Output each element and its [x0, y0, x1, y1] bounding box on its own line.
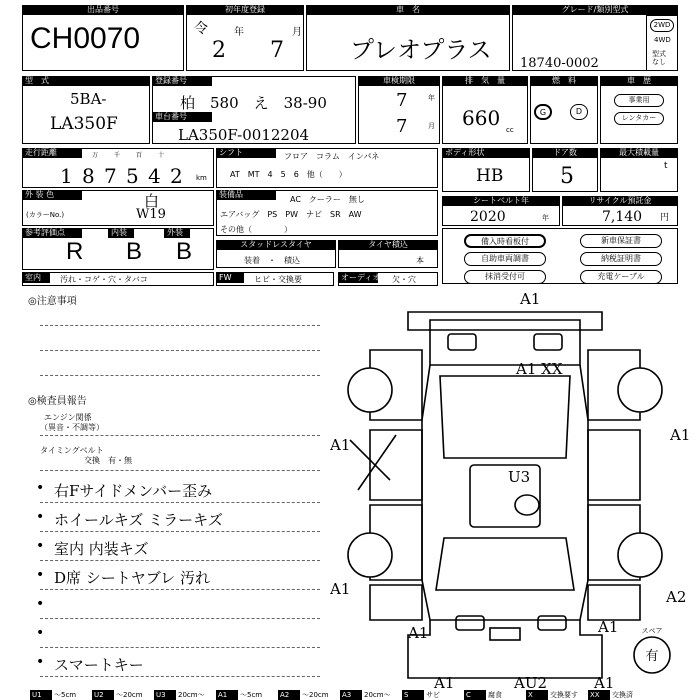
- displacement-value: 660: [462, 106, 501, 130]
- drive-4wd: 4WD: [654, 36, 671, 44]
- first-reg-month: 7: [270, 38, 284, 63]
- damage-mark: A1: [434, 674, 455, 690]
- history-rental: レンタカー: [614, 112, 664, 125]
- tire-label: タイヤ積込: [338, 240, 438, 250]
- remark-text: スマートキー: [54, 656, 144, 674]
- reg-label: 登録番号: [152, 76, 212, 86]
- model-label: 型 式: [22, 76, 150, 86]
- score-label: 参考評価点: [22, 228, 82, 238]
- history-business: 事業用: [614, 94, 664, 107]
- damage-scribble: [350, 435, 396, 490]
- cabin-shape: [422, 365, 588, 620]
- mileage-digit: 4: [148, 164, 161, 188]
- damage-mark: A1 XX: [516, 360, 563, 378]
- grade-label: グレード/類別型式: [512, 5, 678, 15]
- doors-label: ドア数: [532, 148, 598, 158]
- plate-shape: [490, 628, 520, 640]
- damage-diagram: [330, 290, 690, 690]
- fuel-label: 燃 料: [530, 76, 598, 86]
- remark-line: [40, 502, 320, 503]
- option-oval: 納税証明書: [580, 252, 662, 266]
- damage-mark: A1: [408, 624, 429, 642]
- legend-desc: ～20cm: [302, 691, 329, 699]
- fw-row-label: FW: [216, 273, 244, 283]
- mileage-digit: 1: [60, 164, 73, 188]
- first-reg-era: 令: [194, 21, 208, 37]
- right-door-front-shape: [588, 430, 640, 500]
- notes-line-3: [40, 375, 320, 376]
- drive-2wd: 2WD: [650, 19, 674, 32]
- left-door-front-shape: [370, 430, 422, 500]
- left-rear-fender-shape: [370, 585, 422, 620]
- legend-code: U1: [30, 690, 52, 700]
- damage-mark: A1: [330, 580, 351, 598]
- remark-bullet: •: [36, 625, 45, 641]
- audio-row-label: オーディオ: [338, 273, 378, 283]
- front-grille-right-shape: [534, 334, 562, 350]
- mileage-unit-mark: 十: [158, 152, 165, 159]
- inspection-year-unit: 年: [428, 94, 435, 102]
- option-oval: 新車保証書: [580, 234, 662, 248]
- legend-desc: 20cm～: [178, 691, 205, 699]
- remark-text: 室内 内装キズ: [54, 540, 149, 558]
- tail-light-right-shape: [538, 616, 566, 630]
- lot-number: CH0070: [30, 22, 141, 55]
- inspection-month-unit: 月: [428, 122, 435, 130]
- shift-label: シフト: [216, 148, 276, 158]
- remark-bullet: •: [36, 596, 45, 612]
- mileage-unit-mark: 百: [136, 152, 143, 159]
- tail-light-left-shape: [456, 616, 484, 630]
- tire-opt: 本: [416, 256, 424, 265]
- legend-code: C: [464, 690, 486, 700]
- recycle-label: リサイクル預託金: [562, 196, 678, 206]
- chassis-number: LA350F-0012204: [178, 126, 310, 144]
- wheel-front-left: [348, 368, 392, 412]
- inspection-label: 車検期限: [358, 76, 440, 86]
- inspection-month: 7: [396, 116, 408, 137]
- chassis-label: 車台番号: [152, 112, 212, 122]
- remark-bullet: •: [36, 538, 45, 554]
- first-reg-month-unit: 月: [292, 27, 302, 38]
- damage-circle: [515, 495, 539, 515]
- fuel-g: G: [534, 104, 552, 120]
- equipment-row1: AC クーラー 無し: [290, 195, 365, 204]
- first-reg-label: 初年度登録: [186, 5, 304, 15]
- legend-desc: ～5cm: [240, 691, 263, 699]
- shift-options: フロア コラム インパネ: [284, 152, 380, 161]
- mileage-unit: km: [196, 174, 207, 182]
- history-label: 車 歴: [600, 76, 678, 86]
- legend-code: U2: [92, 690, 114, 700]
- belt-unit: 年: [542, 214, 549, 222]
- remark-bullet: •: [36, 567, 45, 583]
- damage-mark: A2: [666, 588, 687, 606]
- damage-mark: AU2: [514, 674, 548, 690]
- legend-code: X: [526, 690, 548, 700]
- recycle-value: 7,140: [602, 209, 643, 225]
- notes-line-2: [40, 350, 320, 351]
- equipment-row3: その他（ ）: [220, 225, 292, 234]
- interior-row-label: 室内: [22, 273, 50, 283]
- belt-label: シートベルト年: [442, 196, 560, 206]
- studless-label: スタッドレスタイヤ: [216, 240, 336, 250]
- body-label: ボディ形状: [442, 148, 530, 158]
- studless-opts: 装着 ・ 積込: [244, 256, 300, 265]
- inspector-label: ◎検査員報告: [28, 396, 87, 407]
- car-name-label: 車 名: [306, 5, 510, 15]
- wheel-rear-right: [618, 533, 662, 577]
- legend-desc: 20cm～: [364, 691, 391, 699]
- remark-bullet: •: [36, 480, 45, 496]
- model-line2: LA350F: [50, 114, 118, 134]
- damage-mark: A1: [330, 436, 351, 454]
- score-interior: B: [126, 238, 143, 265]
- color-code-label: (カラーNo.): [26, 211, 65, 219]
- front-grille-shape: [448, 334, 476, 350]
- wheel-rear-left: [348, 533, 392, 577]
- lot-label: 出品番号: [22, 5, 184, 15]
- first-reg-year: 2: [212, 38, 226, 63]
- capacity-unit: t: [664, 161, 668, 171]
- color-value: 白: [144, 192, 160, 210]
- rear-window-shape: [436, 538, 574, 590]
- engine-label: エンジン関係: [44, 413, 92, 422]
- mileage-digit: 5: [126, 164, 139, 188]
- engine-sub: （異音・不調等）: [40, 423, 104, 432]
- first-reg-year-unit: 年: [234, 27, 244, 38]
- timing-label: タイミングベルト: [40, 446, 104, 455]
- damage-mark: A1: [594, 674, 615, 690]
- remark-text: ホイールキズ ミラーキズ: [54, 511, 223, 529]
- remark-line: [40, 560, 320, 561]
- drive-none: 型式なし: [652, 50, 666, 66]
- shift-options2: AT MT 4 5 6 他（ ）: [230, 170, 347, 179]
- wheel-front-right: [618, 368, 662, 412]
- legend-code: XX: [588, 690, 610, 700]
- legend-code: A2: [278, 690, 300, 700]
- engine-line: [40, 435, 320, 436]
- fuel-d: D: [570, 104, 588, 120]
- mileage-unit-mark: 千: [114, 152, 121, 159]
- spare-label: スペア: [641, 627, 663, 635]
- displacement-unit: cc: [506, 126, 514, 134]
- spare-value: 有: [645, 649, 659, 664]
- option-oval: 抹消受付可: [464, 270, 546, 284]
- remark-text: D席 シートヤブレ 汚れ: [54, 569, 210, 587]
- model-line1: 5BA-: [70, 90, 107, 108]
- score-exterior: B: [176, 238, 193, 265]
- mileage-digit: 2: [170, 164, 183, 188]
- mileage-label: 走行距離: [22, 148, 82, 158]
- legend-code: A3: [340, 690, 362, 700]
- score-exterior-label: 外装: [164, 228, 190, 238]
- option-oval: 自助車両調書: [464, 252, 546, 266]
- doors-value: 5: [560, 164, 574, 189]
- mileage-digit: 7: [104, 164, 117, 188]
- damage-mark: A1: [670, 426, 690, 444]
- legend-code: S: [402, 690, 424, 700]
- fw-row-text: ヒビ・交換要: [254, 275, 302, 284]
- timing-line: [40, 470, 320, 471]
- remark-bullet: •: [36, 654, 45, 670]
- reg-number: 柏 580 え 38-90: [180, 94, 327, 112]
- belt-value: 2020: [470, 209, 506, 225]
- displacement-label: 排 気 量: [442, 76, 528, 86]
- capacity-label: 最大積載量: [600, 148, 678, 158]
- legend-code: A1: [216, 690, 238, 700]
- score-interior-label: 内装: [108, 228, 134, 238]
- car-name: プレオプラス: [350, 36, 492, 64]
- equipment-row2: エアバッグ PS PW ナビ SR AW: [220, 210, 362, 219]
- notes-line-1: [40, 325, 320, 326]
- damage-mark: U3: [508, 468, 531, 486]
- windshield-shape: [440, 376, 570, 458]
- history-box: [600, 76, 678, 144]
- legend-code: U3: [154, 690, 176, 700]
- right-rear-fender-shape: [588, 585, 640, 620]
- remark-text: 右Fサイドメンバー歪み: [54, 482, 213, 500]
- timing-opts: 交換 有・無: [84, 456, 132, 465]
- legend-desc: 腐食: [488, 691, 502, 699]
- notes-label: ◎注意事項: [28, 296, 77, 307]
- mileage-digit: 8: [82, 164, 95, 188]
- interior-row-text: 汚れ・コゲ・穴・タバコ: [60, 275, 148, 284]
- legend-desc: ～5cm: [54, 691, 77, 699]
- recycle-unit: 円: [660, 213, 670, 223]
- remark-line: [40, 676, 320, 677]
- remark-line: [40, 618, 320, 619]
- option-oval: 備入時看板付: [464, 234, 546, 248]
- remark-line: [40, 589, 320, 590]
- legend-desc: ～20cm: [116, 691, 143, 699]
- remark-line: [40, 531, 320, 532]
- color-code: W19: [136, 207, 166, 222]
- audio-row-text: 欠・穴: [392, 275, 416, 284]
- legend-desc: 交換要す: [550, 691, 578, 699]
- color-label: 外 装 色: [22, 190, 82, 200]
- option-oval: 充電ケーブル: [580, 270, 662, 284]
- damage-mark: A1: [520, 290, 541, 308]
- equipment-label: 装備品: [216, 190, 276, 200]
- front-bumper-shape: [408, 312, 602, 330]
- grade-value: 18740-0002: [520, 56, 599, 71]
- remark-bullet: •: [36, 509, 45, 525]
- inspection-year: 7: [396, 90, 408, 111]
- damage-mark: A1: [598, 618, 619, 636]
- remark-line: [40, 647, 320, 648]
- body-value: HB: [476, 166, 504, 186]
- legend-desc: 交換済: [612, 691, 633, 699]
- score-total: R: [66, 238, 84, 265]
- mileage-unit-mark: 万: [92, 152, 99, 159]
- legend-desc: サビ: [426, 691, 440, 699]
